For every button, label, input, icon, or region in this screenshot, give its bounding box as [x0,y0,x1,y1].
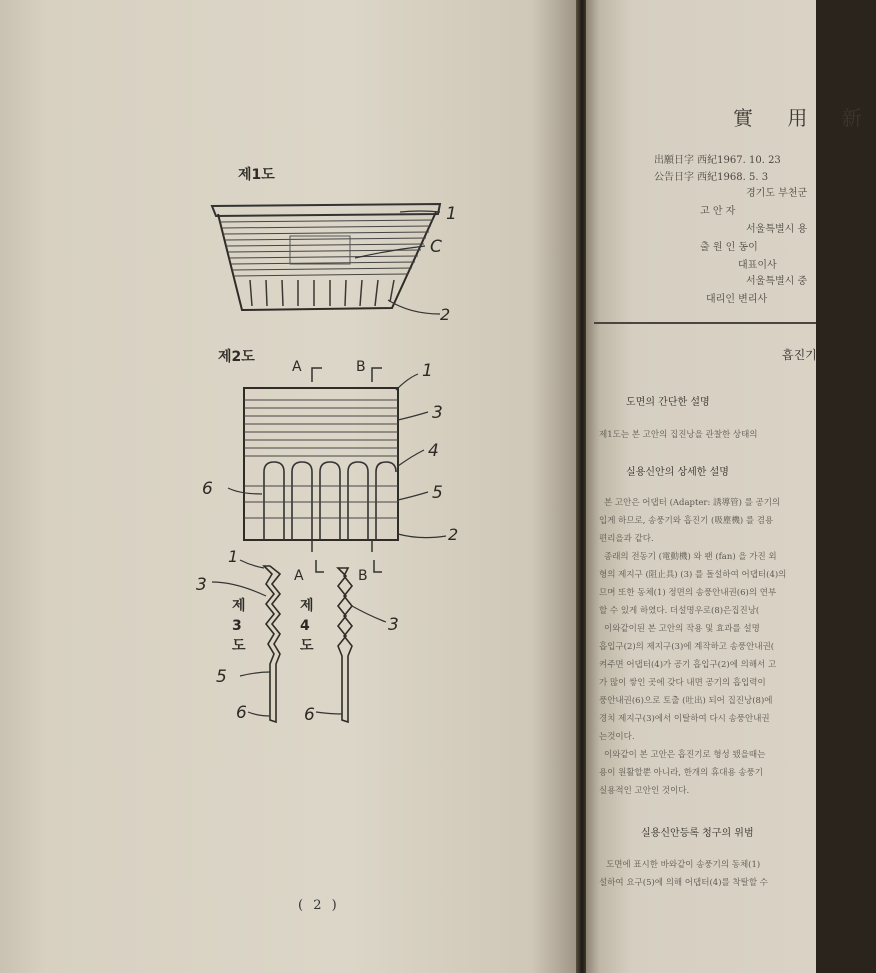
body-line: 풍안내권(6)으로 토출 (吐出) 되어 집진낭(8)에 [599,696,773,706]
fig2-callout-1: 1 [422,361,433,381]
representative-label: 대표이사 [738,260,777,271]
body-line: 가 많이 쌓인 곳에 갖다 내면 공기의 흡입력이 [599,678,766,688]
fig4-label: 제4도 [300,598,314,654]
section1-heading: 도면의 간단한 설명 [626,397,710,408]
fig34-callout-6-left: 6 [236,703,247,723]
body-line: 이와같이 본 고안은 흡진기로 형성 됐을때는 [604,750,766,760]
section3-heading: 실용신안등록 청구의 위범 [641,828,754,839]
fig2-marker-b: B [356,359,366,375]
publication-date: 公告日字 西紀1968. 5. 3 [654,172,769,183]
body-line: 므며 또한 동체(1) 정면의 송풍안내권(6)의 연부 [599,588,777,598]
filing-date: 出願日字 西紀1967. 10. 23 [654,155,781,166]
fig1-callout-c: C [430,237,442,257]
body-line: 용이 원활할뿐 아니라, 한개의 휴대용 송풍기 [599,768,764,778]
body-line: 실용적인 고안인 것이다. [599,786,690,796]
body-line: 이와같이된 본 고안의 작용 및 효과를 설명 [604,624,760,634]
body-line: 경치 제지구(3)에서 이탈하여 다시 송풍안내권 [599,714,770,724]
fig34-marker-a: A [294,568,304,584]
fig34-callout-3-right: 3 [388,615,399,635]
fig2-callout-2: 2 [448,525,459,544]
applicant-address: 서울특별시 중 [746,276,808,287]
body-line: 켜주면 어댑터(4)가 공기 흡입구(2)에 의해서 고 [599,660,777,670]
fig1-callout-2: 2 [440,305,451,324]
fig2-marker-a: A [292,359,302,375]
fig4-profile [338,568,352,722]
fig3-label: 제3도 [232,598,246,654]
claim-line: 도면에 표시한 바와같이 송풍기의 동체(1) [606,860,761,870]
fig2-label: 제2도 [218,349,255,365]
inventor-address-2: 서울특별시 용 [746,224,808,235]
gazette-title: 實 用 新 [733,106,876,130]
section2-heading: 실용신안의 상세한 설명 [626,467,729,478]
fig34-marker-b: B [358,568,368,584]
body-line: 입게 하므로, 송풍기와 흡진기 (吸塵機) 를 겸용 [599,516,774,526]
fig34-callout-5: 5 [216,667,227,687]
claim-line: 설하여 요구(5)에 의해 어댑터(4)를 착탈할 수 [599,878,768,888]
fig2-callout-5: 5 [432,483,443,503]
body-line: 는것이다. [599,732,635,742]
inventor-address: 경기도 부천군 [746,188,808,199]
body-line: 편리을과 같다. [599,534,654,544]
page-number: ( 2 ) [298,898,340,913]
patent-title: 흡진기 [782,348,817,362]
fig1-label: 제1도 [238,167,275,183]
inventor-label: 고 안 자 [700,206,736,217]
agent-label: 대리인 변리사 [706,294,768,305]
header-rule [594,322,816,324]
fig34-callout-6-right: 6 [304,705,315,725]
fig3-section-line [316,560,324,572]
fig34-callout-1: 1 [228,547,239,566]
body-line: 본 고안은 어댑터 (Adapter: 誘導管) 를 공기의 [604,498,781,508]
fig2-callout-4: 4 [428,441,439,461]
fig3-profile [264,566,280,722]
section1-line: 제1도는 본 고안의 집진낭을 관찰한 상태의 [599,430,758,440]
body-line: 흡입구(2)의 제지구(3)에 계작하고 송풍안내권( [599,642,775,652]
body-line: 할 수 있게 하였다. 더설명우로(8)은집진낭( [599,606,760,616]
body-line: 종래의 전동기 (電動機) 와 팬 (fan) 을 가진 외 [604,552,777,562]
fig34-callout-3-left: 3 [196,575,207,595]
fig4-section-line [374,560,382,572]
body-line: 형의 제지구 (阻止具) (3) 를 돌설하여 어댑터(4)의 [599,570,787,580]
fig1-callout-1: 1 [446,204,457,224]
applicant-label: 출 원 인 동이 [700,242,758,253]
fig2-callout-6: 6 [202,479,213,499]
fig2-callout-3: 3 [432,403,443,423]
